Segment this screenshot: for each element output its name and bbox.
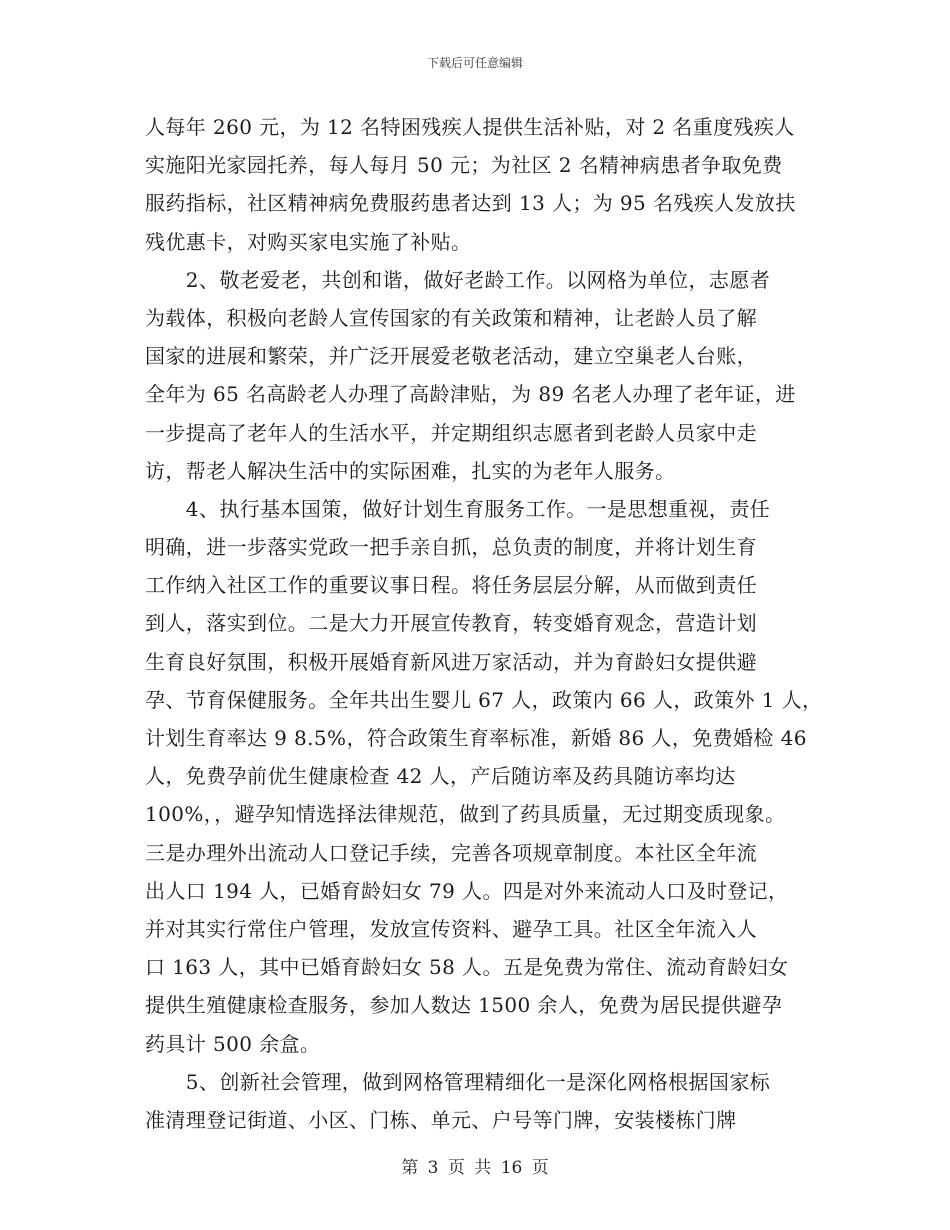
document-body — [145, 108, 825, 1139]
body-line: 三是办理外出流动人口登记手续，完善各项规章制度。本社区全年流 — [145, 840, 757, 865]
body-line: 人，免费孕前优生健康检查 42 人，产后随访率及药具随访率均达 — [145, 764, 736, 789]
body-line: 到人，落实到位。二是大力开展宣传教育，转变婚育观念，营造计划 — [145, 611, 757, 636]
body-line: 工作纳入社区工作的重要议事日程。将任务层层分解，从而做到责任 — [145, 573, 757, 598]
body-line: 并对其实行常住户管理，发放宣传资料、避孕工具。社区全年流入人 — [145, 916, 757, 941]
body-line: 国家的进展和繁荣，并广泛开展爱老敬老活动，建立空巢老人台账， — [145, 344, 757, 369]
body-line: 一步提高了老年人的生活水平，并定期组织志愿者到老龄人员家中走 — [145, 420, 757, 445]
body-line: 访，帮老人解决生活中的实际困难，扎实的为老年人服务。 — [145, 458, 676, 483]
body-line: 服药指标，社区精神病免费服药患者达到 13 人；为 95 名残疾人发放扶 — [145, 191, 796, 216]
body-line: 100%，，避孕知情选择法律规范，做到了药具质量，无过期变质现象。 — [145, 802, 786, 827]
body-line: 药具计 500 余盒。 — [145, 1031, 321, 1056]
header-note: 下载后可任意编辑 — [426, 56, 523, 70]
body-line: 2、敬老爱老，共创和谐，做好老龄工作。以网格为单位，志愿者 — [145, 267, 771, 292]
body-line: 提供生殖健康检查服务，参加人数达 1500 余人，免费为居民提供避孕 — [145, 993, 783, 1018]
body-line: 实施阳光家园托养，每人每月 50 元；为社区 2 名精神病患者争取免费 — [145, 153, 783, 178]
body-line: 全年为 65 名高龄老人办理了高龄津贴，为 89 名老人办理了老年证，进 — [145, 382, 796, 407]
body-line: 人每年 260 元，为 12 名特困残疾人提供生活补贴，对 2 名重度残疾人 — [145, 115, 795, 139]
body-line: 5、创新社会管理，做到网格管理精细化一是深化网格根据国家标 — [145, 1069, 771, 1094]
body-line: 出人口 194 人，已婚育龄妇女 79 人。四是对外来流动人口及时登记， — [145, 878, 789, 903]
body-line: 4、执行基本国策，做好计划生育服务工作。一是思想重视，责任 — [145, 496, 771, 521]
page-number: 第 3 页 共 16 页 — [401, 1158, 549, 1178]
body-line: 口 163 人，其中已婚育龄妇女 58 人。五是免费为常住、流动育龄妇女 — [145, 955, 789, 980]
body-line: 残优惠卡，对购买家电实施了补贴。 — [145, 229, 472, 254]
body-line: 计划生育率达 9 8.5%，符合政策生育率标准，新婚 86 人，免费婚检 46 — [145, 726, 807, 750]
body-line: 生育良好氛围，积极开展婚育新风进万家活动，并为育龄妇女提供避 — [145, 649, 757, 674]
body-line: 为载体，积极向老龄人宣传国家的有关政策和精神，让老龄人员了解 — [145, 305, 757, 330]
body-line: 准清理登记街道、小区、门栋、单元、户号等门牌，安装楼栋门牌 — [145, 1107, 737, 1132]
body-line: 孕、节育保健服务。全年共出生婴儿 67 人，政策内 66 人，政策外 1 人， — [145, 687, 823, 712]
body-line: 明确，进一步落实党政一把手亲自抓，总负责的制度，并将计划生育 — [145, 535, 757, 560]
